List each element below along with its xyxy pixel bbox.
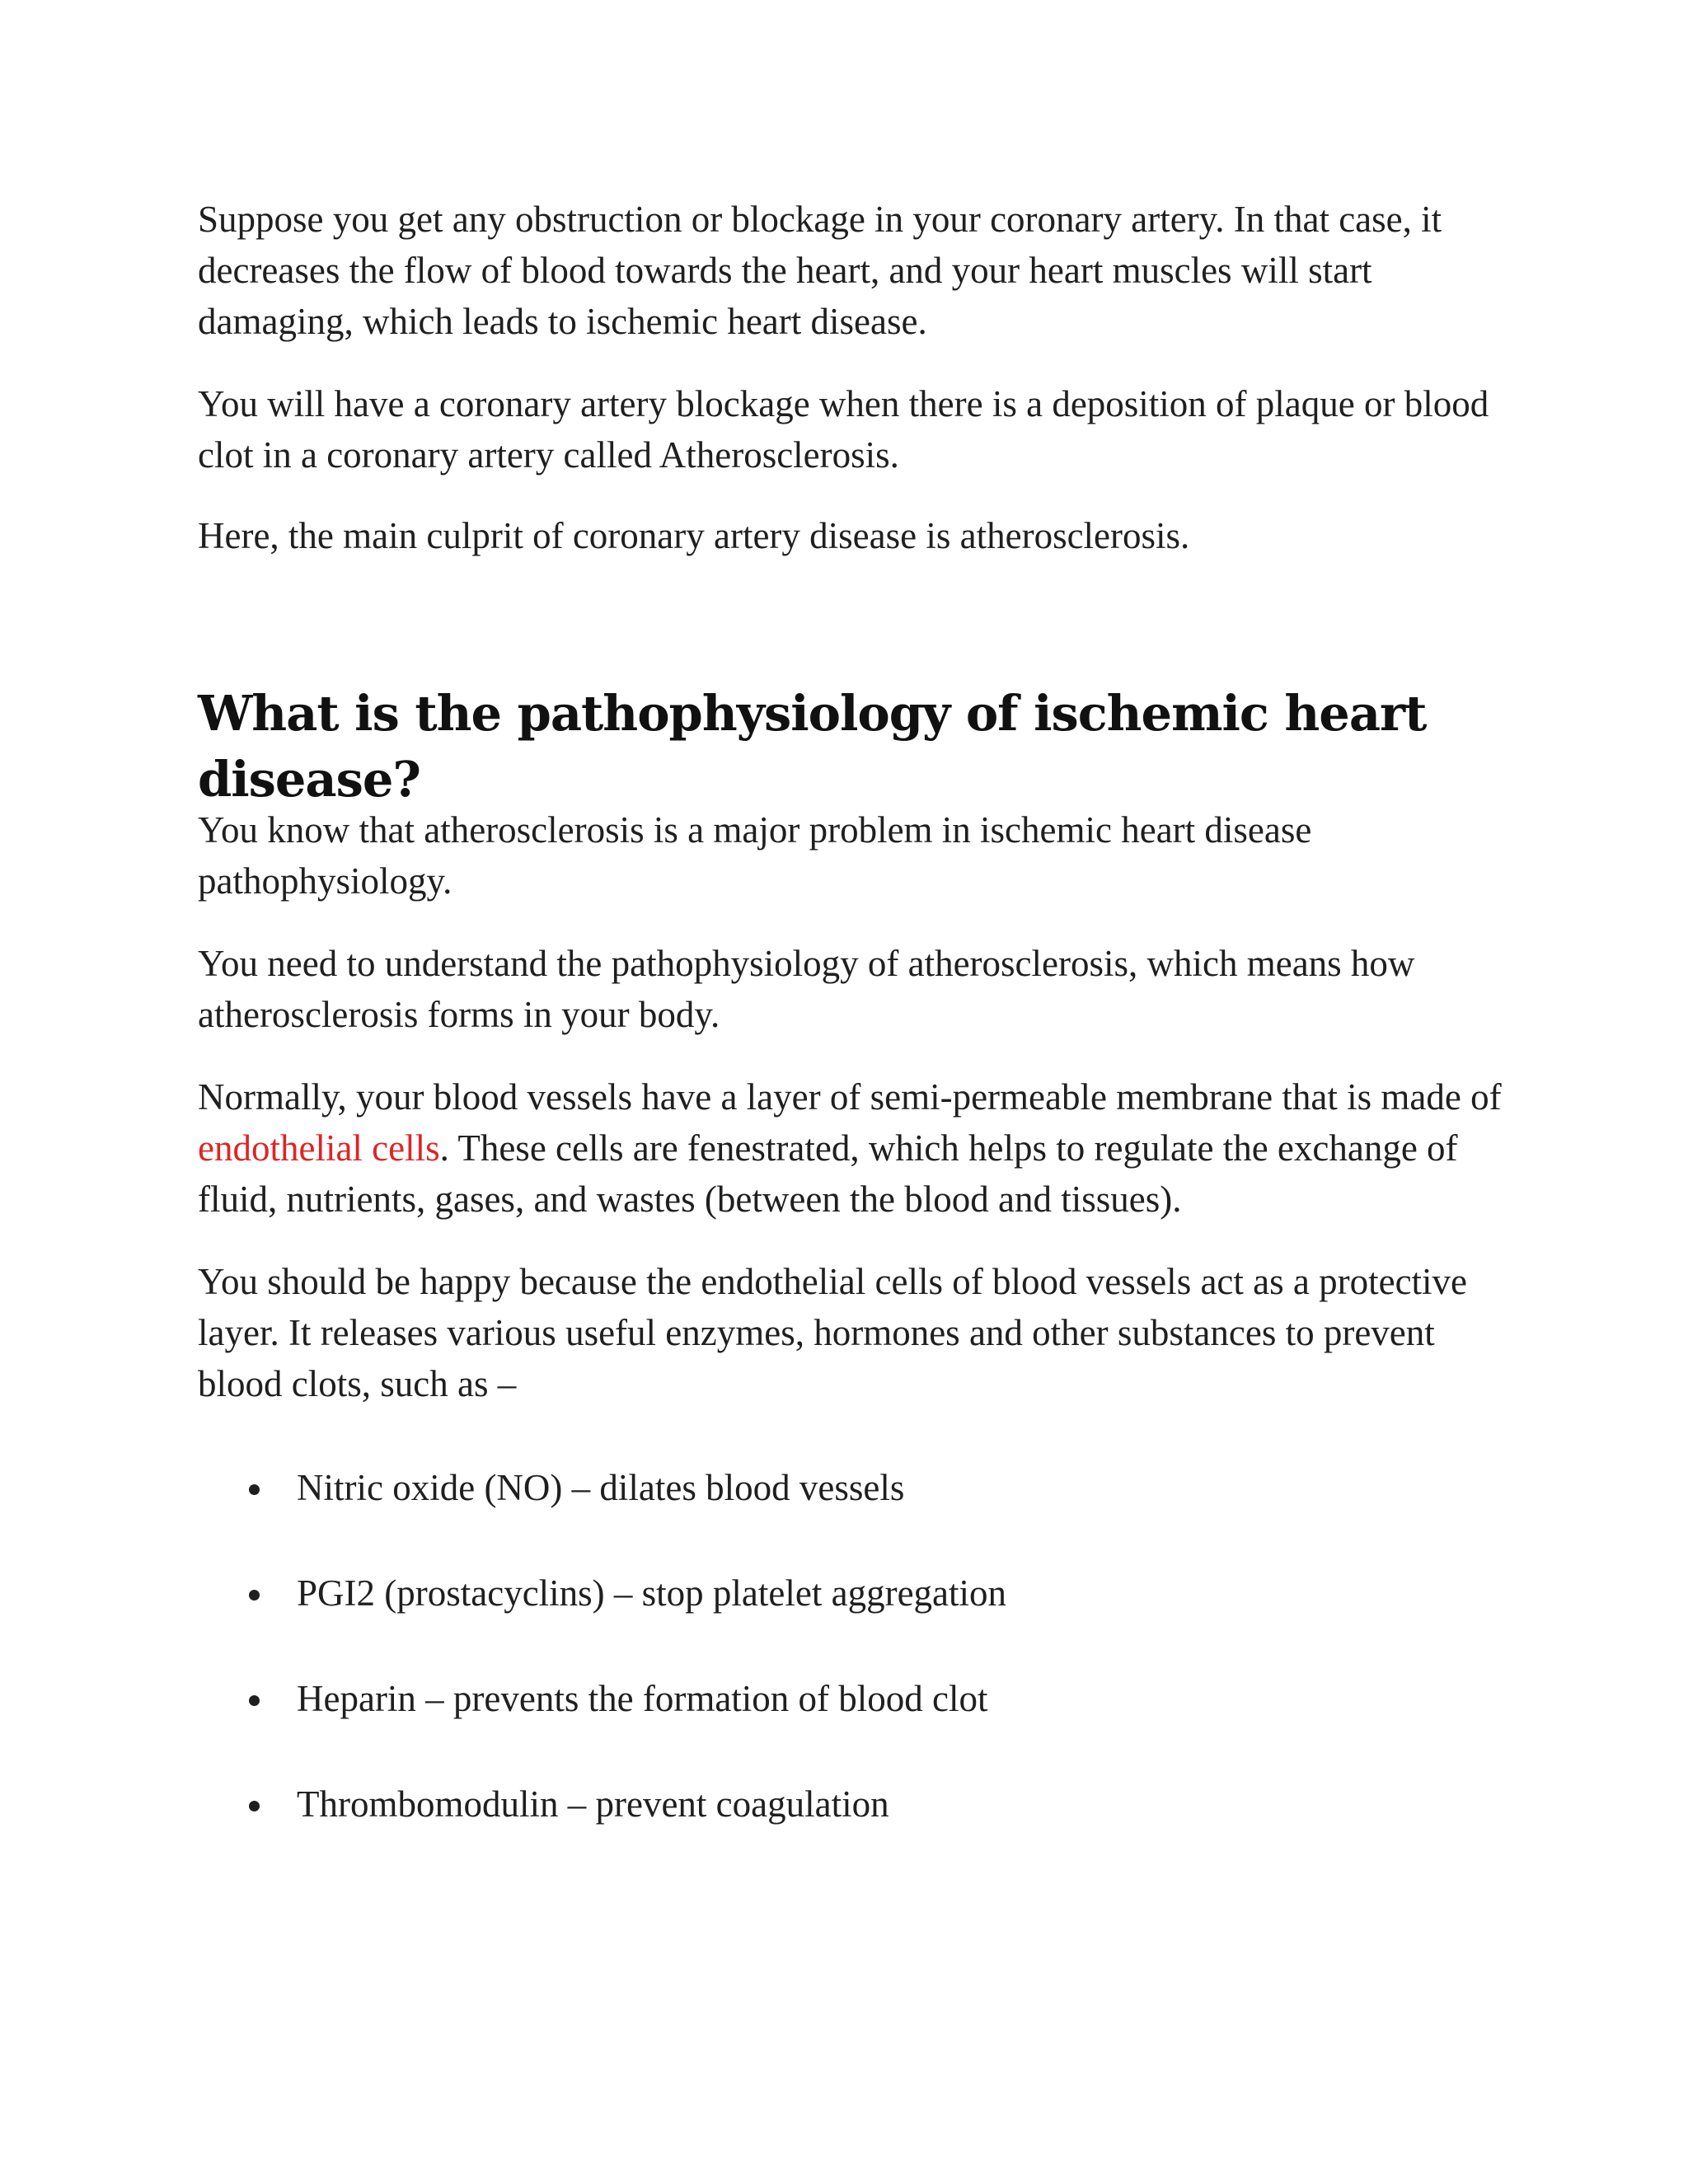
endothelial-cells-link[interactable]: endothelial cells	[198, 1127, 440, 1169]
intro-paragraph-1: Suppose you get any obstruction or blockage in your coronary artery. In that case, it decreases the flow of blood towards the heart, and your heart muscles will start damaging, which leads to ischemic heart disease.	[198, 199, 1442, 342]
section-paragraph-1: You know that atherosclerosis is a major problem in ischemic heart disease pathophysiology.	[198, 809, 1312, 902]
list-item	[198, 1462, 1434, 1513]
intro-paragraph-3: Here, the main culprit of coronary artery disease is atherosclerosis.	[198, 515, 1190, 556]
section-paragraph-2: You need to understand the pathophysiology of atherosclerosis, which means how atherosclerosis forms in your body.	[198, 943, 1415, 1035]
list-item	[198, 1779, 1434, 1830]
section-heading: What is the pathophysiology of ischemic heart disease?	[198, 685, 1427, 808]
list-item-text: Heparin – prevents the formation of blood clot	[297, 1678, 988, 1719]
list-item-text: Thrombomodulin – prevent coagulation	[297, 1783, 889, 1825]
bullet-icon	[249, 1695, 260, 1706]
section-paragraph-3	[198, 1071, 1508, 1225]
list-item-text: Nitric oxide (NO) – dilates blood vessels	[297, 1467, 905, 1508]
intro-paragraph-2: You will have a coronary artery blockage when there is a deposition of plaque or blood clot in a coronary artery called Atherosclerosis.	[198, 383, 1489, 476]
bullet-icon	[249, 1801, 260, 1811]
section-paragraph-4: You should be happy because the endothelial cells of blood vessels act as a protective layer. It releases various useful enzymes, hormones and other substances to prevent blood clots, such as –	[198, 1261, 1468, 1404]
bullet-icon	[249, 1484, 260, 1495]
paragraph-text: . These cells are fenestrated, which helps to regulate the exchange of fluid, nutrients, gases, and wastes (between the blood and tissues).	[198, 1127, 1458, 1220]
list-item	[198, 1568, 1434, 1619]
substances-list	[198, 1462, 1434, 1884]
list-item-text: PGI2 (prostacyclins) – stop platelet aggregation	[297, 1572, 1007, 1614]
list-item	[198, 1673, 1434, 1724]
bullet-icon	[249, 1590, 260, 1601]
paragraph-text: Normally, your blood vessels have a layer of semi-permeable membrane that is made of	[198, 1076, 1502, 1118]
